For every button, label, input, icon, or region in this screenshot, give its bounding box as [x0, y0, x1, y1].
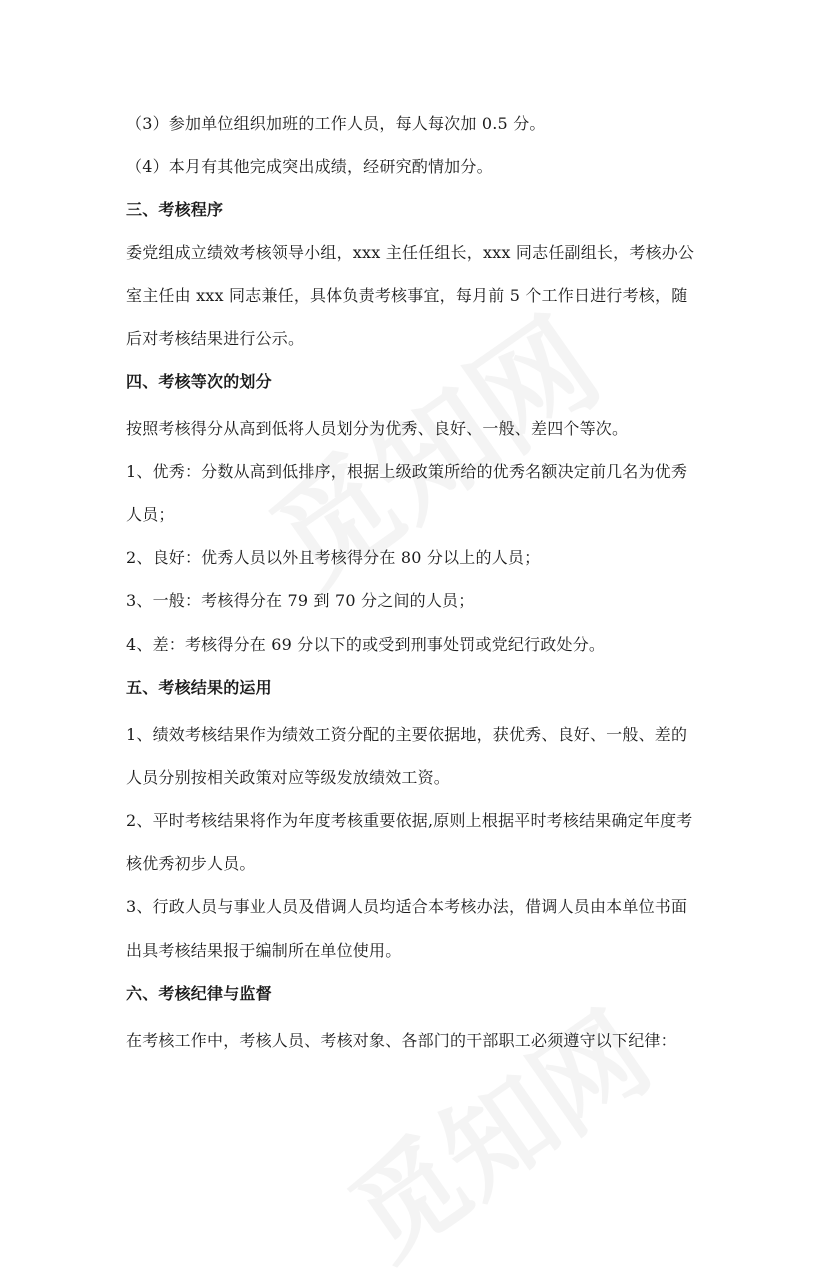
- paragraph-line: 4、差：考核得分在 69 分以下的或受到刑事处罚或党纪行政处分。: [126, 635, 606, 654]
- paragraph-line: 2、良好：优秀人员以外且考核得分在 80 分以上的人员；: [126, 548, 541, 567]
- paragraph-line: 委党组成立绩效考核领导小组，xxx 主任任组长，xxx 同志任副组长，考核办公: [126, 243, 695, 262]
- section-heading: 四、考核等次的划分: [126, 372, 272, 391]
- paragraph-line: 在考核工作中，考核人员、考核对象、各部门的干部职工必须遵守以下纪律：: [126, 1031, 677, 1050]
- paragraph-line: 按照考核得分从高到低将人员划分为优秀、良好、一般、差四个等次。: [126, 419, 629, 438]
- paragraph-line: （4）本月有其他完成突出成绩，经研究酌情加分。: [126, 157, 493, 176]
- section-heading: 六、考核纪律与监督: [126, 984, 272, 1003]
- paragraph-line: 核优秀初步人员。: [126, 854, 256, 873]
- paragraph-line: 3、一般：考核得分在 79 到 70 分之间的人员；: [126, 591, 475, 610]
- section-heading: 三、考核程序: [126, 200, 224, 219]
- watermark-bottom: [315, 970, 676, 1288]
- paragraph-line: 人员；: [126, 505, 175, 524]
- paragraph-line: 1、优秀：分数从高到低排序，根据上级政策所给的优秀名额决定前几名为优秀: [126, 462, 688, 481]
- section-heading: 五、考核结果的运用: [126, 678, 272, 697]
- paragraph-line: 人员分别按相关政策对应等级发放绩效工资。: [126, 768, 451, 787]
- paragraph-line: 1、绩效考核结果作为绩效工资分配的主要依据地，获优秀、良好、一般、差的: [126, 725, 688, 744]
- paragraph-line: 3、行政人员与事业人员及借调人员均适合本考核办法，借调人员由本单位书面: [126, 897, 688, 916]
- paragraph-line: 后对考核结果进行公示。: [126, 329, 305, 348]
- paragraph-line: 2、平时考核结果将作为年度考核重要依据,原则上根据平时考核结果确定年度考: [126, 811, 693, 830]
- paragraph-line: 出具考核结果报于编制所在单位使用。: [126, 941, 402, 960]
- paragraph-line: 室主任由 xxx 同志兼任，具体负责考核事宜，每月前 5 个工作日进行考核，随: [126, 286, 688, 305]
- paragraph-line: （3）参加单位组织加班的工作人员，每人每次加 0.5 分。: [126, 114, 546, 133]
